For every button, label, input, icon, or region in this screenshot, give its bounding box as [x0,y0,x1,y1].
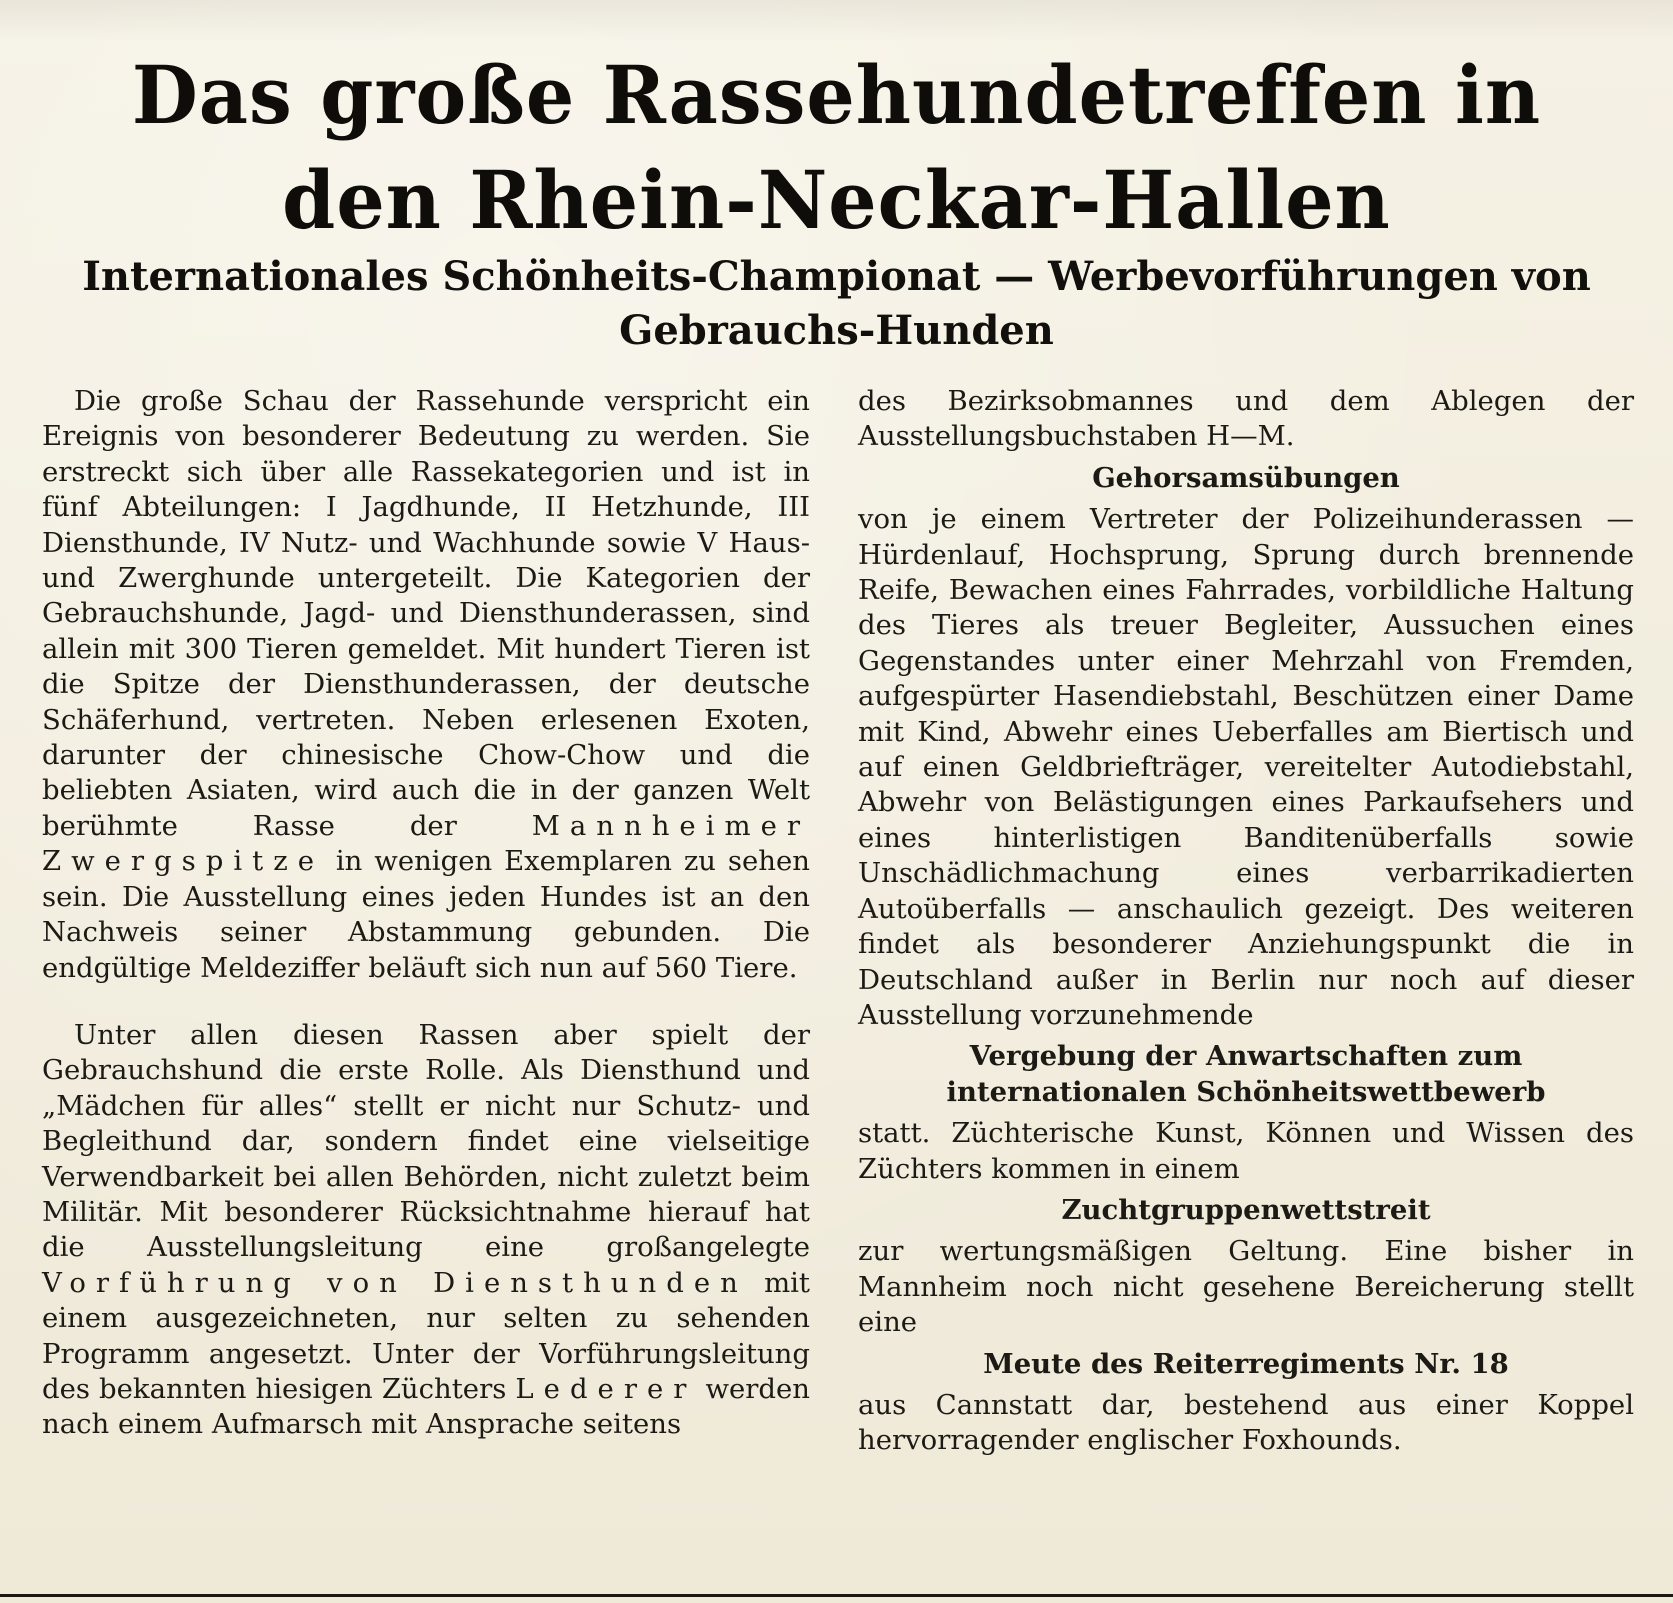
article-headline: Das große Rassehundetreffen in den Rhein-Neckar-Hallen [131,48,1542,247]
right-subhead-2: Vergebung der Anwartschaften zum internationalen Schönheitswettbewerb [946,1040,1546,1108]
left-p2-mid-text: mit einem ausgezeichneten, nur selten zu sehenden Programm angesetzt. Unter der Vorführungsleitung des bekannten hiesigen Züchters [42,1266,810,1405]
bottom-rule [0,1594,1673,1597]
left-p1-spaced-text: Mannheimer Zwergspitze [42,809,810,878]
right-column [858,384,1634,1459]
left-p2-name-text: Lederer [515,1372,697,1405]
right-paragraph-5: aus Cannstatt dar, bestehend aus einer Koppel hervorragender englischer Foxhounds. [858,1388,1634,1457]
right-subhead-4: Meute des Reiterregiments Nr. 18 [983,1347,1509,1380]
right-subhead-3: Zuchtgruppenwettstreit [1061,1193,1431,1226]
left-column [42,384,810,1443]
right-paragraph-3: statt. Züchterische Kunst, Können und Wissen des Züchters kommen in einem [858,1117,1634,1185]
right-paragraph-2: von je einem Vertreter der Polizeihunderassen — Hürdenlauf, Hochsprung, Sprung durch brennende Reife, Bewachen eines Fahrrades, vorbildliche Haltung des Tieres als treuer Begleiter, Aussuchen eines Gegenstandes unter einer Mehrzahl von Fremden, aufgespürter Hasendiebstahl, Beschützen einer Dame mit Kind, Abwehr eines Ueberfalles am Biertisch und auf einen Geldbriefträger, vereitelter Autodiebstahl, Abwehr von Belästigungen eines Parkaufsehers und eines hinterlistigen Banditenüberfalls sowie Unschädlichmachung eines verbarrikadierten Autoüberfalls — anschaulich gezeigt. Des weiteren findet als besonderer Anziehungspunkt die in Deutschland außer in Berlin nur noch auf dieser Ausstellung vorzunehmende [858,503,1634,1031]
right-subhead-1: Gehorsamsübungen [1092,461,1400,494]
bleed-through-strip [0,0,1673,42]
article-subheadline: Internationales Schönheits-Championat — Werbevorführungen von Gebrauchs-Hunden [82,253,1591,354]
left-p1-text: Die große Schau der Rassehunde verspricht ein Ereignis von besonderer Bedeutung zu werden. Sie erstreckt sich über alle Rassekategorien und ist in fünf Abteilungen: I Jagdhunde, II Hetzhunde, III Diensthunde, IV Nutz- und Wachhunde sowie V Haus- und Zwerghunde untergeteilt. Die Kategorien der Gebrauchshunde, Jagd- und Diensthunderassen, sind allein mit 300 Tieren gemeldet. Mit hundert Tieren ist die Spitze der Diensthunderassen, der deutsche Schäferhund, vertreten. Neben erlesenen Exoten, darunter der chinesische Chow-Chow und die beliebten Asiaten, wird auch die in der ganzen Welt berühmte Rasse der [42,385,810,842]
left-paragraph-2 [42,1018,810,1443]
right-paragraph-4: zur wertungsmäßigen Geltung. Eine bisher in Mannheim noch nicht gesehene Bereicherung stellt eine [858,1235,1634,1339]
left-paragraph-1 [42,384,810,986]
left-p2-start-text: Unter allen diesen Rassen aber spielt der Gebrauchshund die erste Rolle. Als Diensthund und „Mädchen für alles“ stellt er nicht nur Schutz- und Begleithund dar, sondern findet eine vielseitige Verwendbarkeit bei allen Behörden, nicht zuletzt beim Militär. Mit besonderer Rücksichtnahme hierauf hat die Ausstellungsleitung eine großangelegte [42,1018,810,1264]
left-p2-end-text: werden nach einem Aufmarsch mit Ansprache seitens [42,1372,811,1441]
left-p2-spaced-text: Vorführung von Diensthunden [42,1266,748,1299]
right-paragraph-1: des Bezirksobmannes und dem Ablegen der Ausstellungsbuchstaben H—M. [858,385,1634,453]
left-p1-end-text: in wenigen Exemplaren zu sehen sein. Die Ausstellung eines jeden Hundes ist an den Nachweis seiner Abstammung gebunden. Die endgültige Meldeziffer beläuft sich nun auf 560 Tiere. [42,845,810,984]
